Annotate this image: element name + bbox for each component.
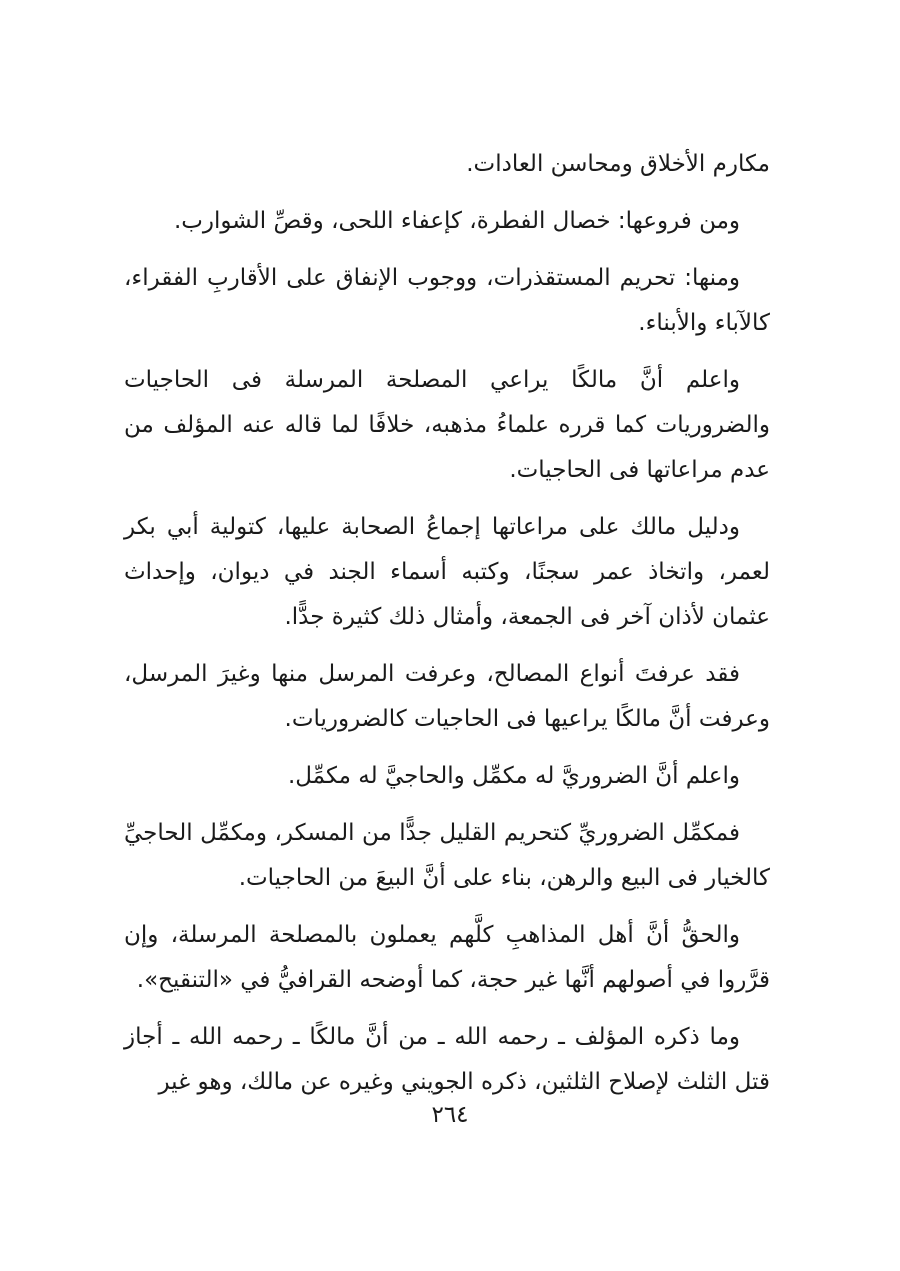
- paragraph: واعلم أنَّ الضروريَّ له مكمِّل والحاجيَّ له مكمِّل.: [287, 763, 740, 789]
- paragraph-continuation: مكارم الأخلاق ومحاسن العادات.: [466, 151, 770, 177]
- paragraph: واعلم أنَّ مالكًا يراعي المصلحة المرسلة فى الحاجيات والضروريات كما قرره علماءُ مذهبه، خلافًا لما قاله عنه المؤلف من عدم مراعاتها فى الحاجيات.: [124, 367, 770, 483]
- paragraph: ومنها: تحريم المستقذرات، ووجوب الإنفاق على الأقاربِ الفقراء، كالآباء والأبناء.: [124, 265, 770, 336]
- page-body-text: [124, 142, 770, 1117]
- paragraph: ودليل مالك على مراعاتها إجماعُ الصحابة عليها، كتولية أبي بكر لعمر، واتخاذ عمر سجنًا، وكتبه أسماء الجند في ديوان، وإحداث عثمان لأذان آخر فى الجمعة، وأمثال ذلك كثيرة جدًّا.: [124, 514, 770, 630]
- paragraph: فمكمِّل الضروريِّ كتحريم القليل جدًّا من المسكر، ومكمِّل الحاجيِّ كالخيار فى البيع والرهن، بناء على أنَّ البيعَ من الحاجيات.: [124, 820, 770, 891]
- paragraph: والحقُّ أنَّ أهل المذاهبِ كلَّهم يعملون بالمصلحة المرسلة، وإن قرَّروا في أصولهم أنَّها غير حجة، كما أوضحه القرافيُّ في «التنقيح».: [124, 922, 770, 993]
- page-number: ٢٦٤: [431, 1102, 469, 1128]
- paragraph: ومن فروعها: خصال الفطرة، كإعفاء اللحى، وقصِّ الشوارب.: [173, 208, 740, 234]
- paragraph: فقد عرفتَ أنواع المصالح، وعرفت المرسل منها وغيرَ المرسل، وعرفت أنَّ مالكًا يراعيها فى الحاجيات كالضروريات.: [124, 661, 770, 732]
- paragraph: وما ذكره المؤلف ـ رحمه الله ـ من أنَّ مالكًا ـ رحمه الله ـ أجاز قتل الثلث لإصلاح الثلثين، ذكره الجويني وغيره عن مالك، وهو غير: [124, 1024, 770, 1095]
